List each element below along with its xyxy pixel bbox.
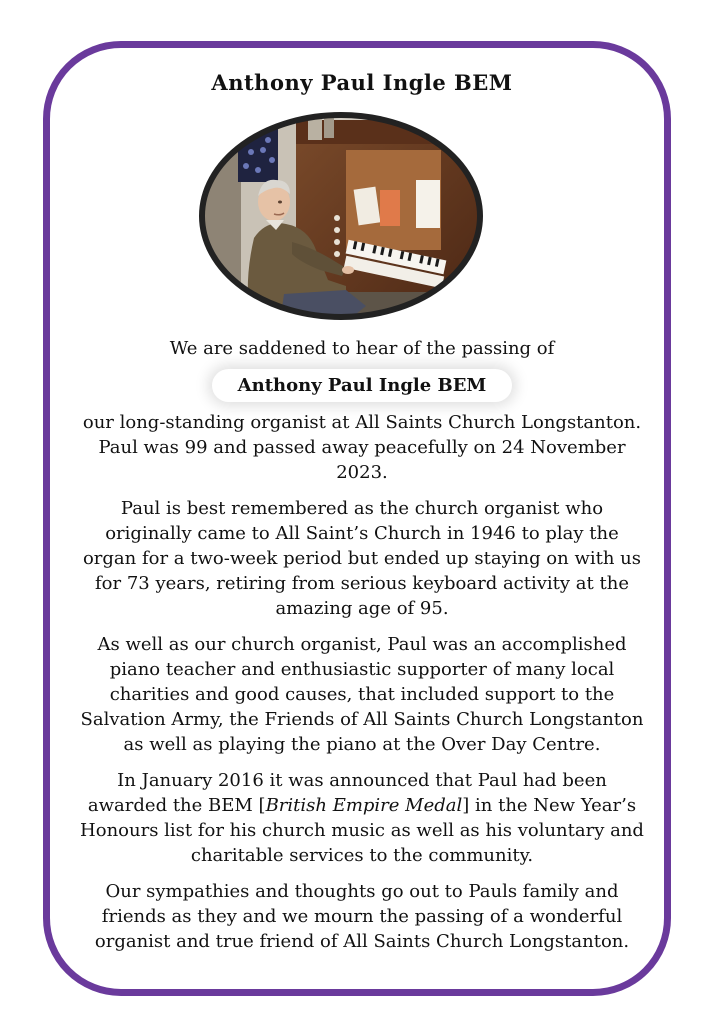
bem-text-before: In January 2016 it was announced that Paul had been awarded the BEM [ [87, 770, 607, 816]
paragraph-passing: our long-standing organist at All Saints Church Longstanton. Paul was 99 and passed away peacefully on 24 November 2023. [82, 412, 642, 483]
paragraph-history: Paul is best remembered as the church organist who originally came to All Saint’s Church in 1946 to play the organ for a two-week period but ended up staying on with us for 73 years, retiring from serious keyboard activity at the amazing age of 95. [82, 498, 642, 619]
obituary-body [80, 336, 644, 965]
organist-photo [196, 110, 486, 322]
paragraph-community: As well as our church organist, Paul was an accomplished piano teacher and enthusiastic supporter of many local charities and good causes, that included support to the Salvation Army, the Friends of All Saints Church Longstanton as well as playing the piano at the Over Day Centre. [80, 634, 644, 755]
bem-text-italic: British Empire Medal [265, 795, 463, 816]
name-highlight: Anthony Paul Ingle BEM [212, 369, 513, 402]
intro-text: We are saddened to hear of the passing of [169, 338, 555, 359]
paragraph-bem-award [80, 768, 644, 868]
paragraph-sympathies: Our sympathies and thoughts go out to Pauls family and friends as they and we mourn the passing of a wonderful organist and true friend of All Saints Church Longstanton. [94, 881, 630, 952]
bem-text-after: ] in the New Year’s Honours list for his church music as well as his voluntary and charitable services to the community. [80, 795, 644, 866]
page-title: Anthony Paul Ingle BEM [211, 70, 513, 95]
